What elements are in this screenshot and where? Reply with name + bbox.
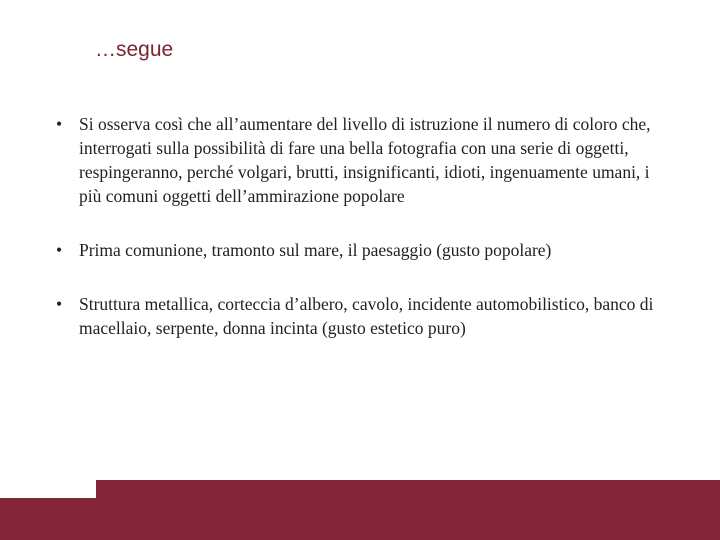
bullet-dot-icon: • [56,294,63,314]
bullet-item [56,292,656,340]
bullet-dot-icon: • [56,114,63,134]
bullet-item [56,238,656,262]
bullet-text: Prima comunione, tramonto sul mare, il paesaggio (gusto popolare) [79,240,552,260]
bullet-dot-icon: • [56,240,63,260]
slide-title: …segue [95,38,174,61]
footer-band [0,480,720,540]
bullet-text: Si osserva così che all’aumentare del livello di istruzione il numero di coloro che, interrogati sulla possibilità di fare una bella fotografia con una serie di oggetti, respingeranno, perché volgari, brutti, insignificanti, idioti, ingenuamente umani, i più comuni oggetti dell’ammirazione popolare [79,114,651,206]
footer-notch [0,480,96,498]
bullet-list [56,112,656,340]
bullet-item [56,112,656,208]
bullet-text: Struttura metallica, corteccia d’albero, cavolo, incidente automobilistico, banco di macellaio, serpente, donna incinta (gusto estetico puro) [79,294,654,338]
